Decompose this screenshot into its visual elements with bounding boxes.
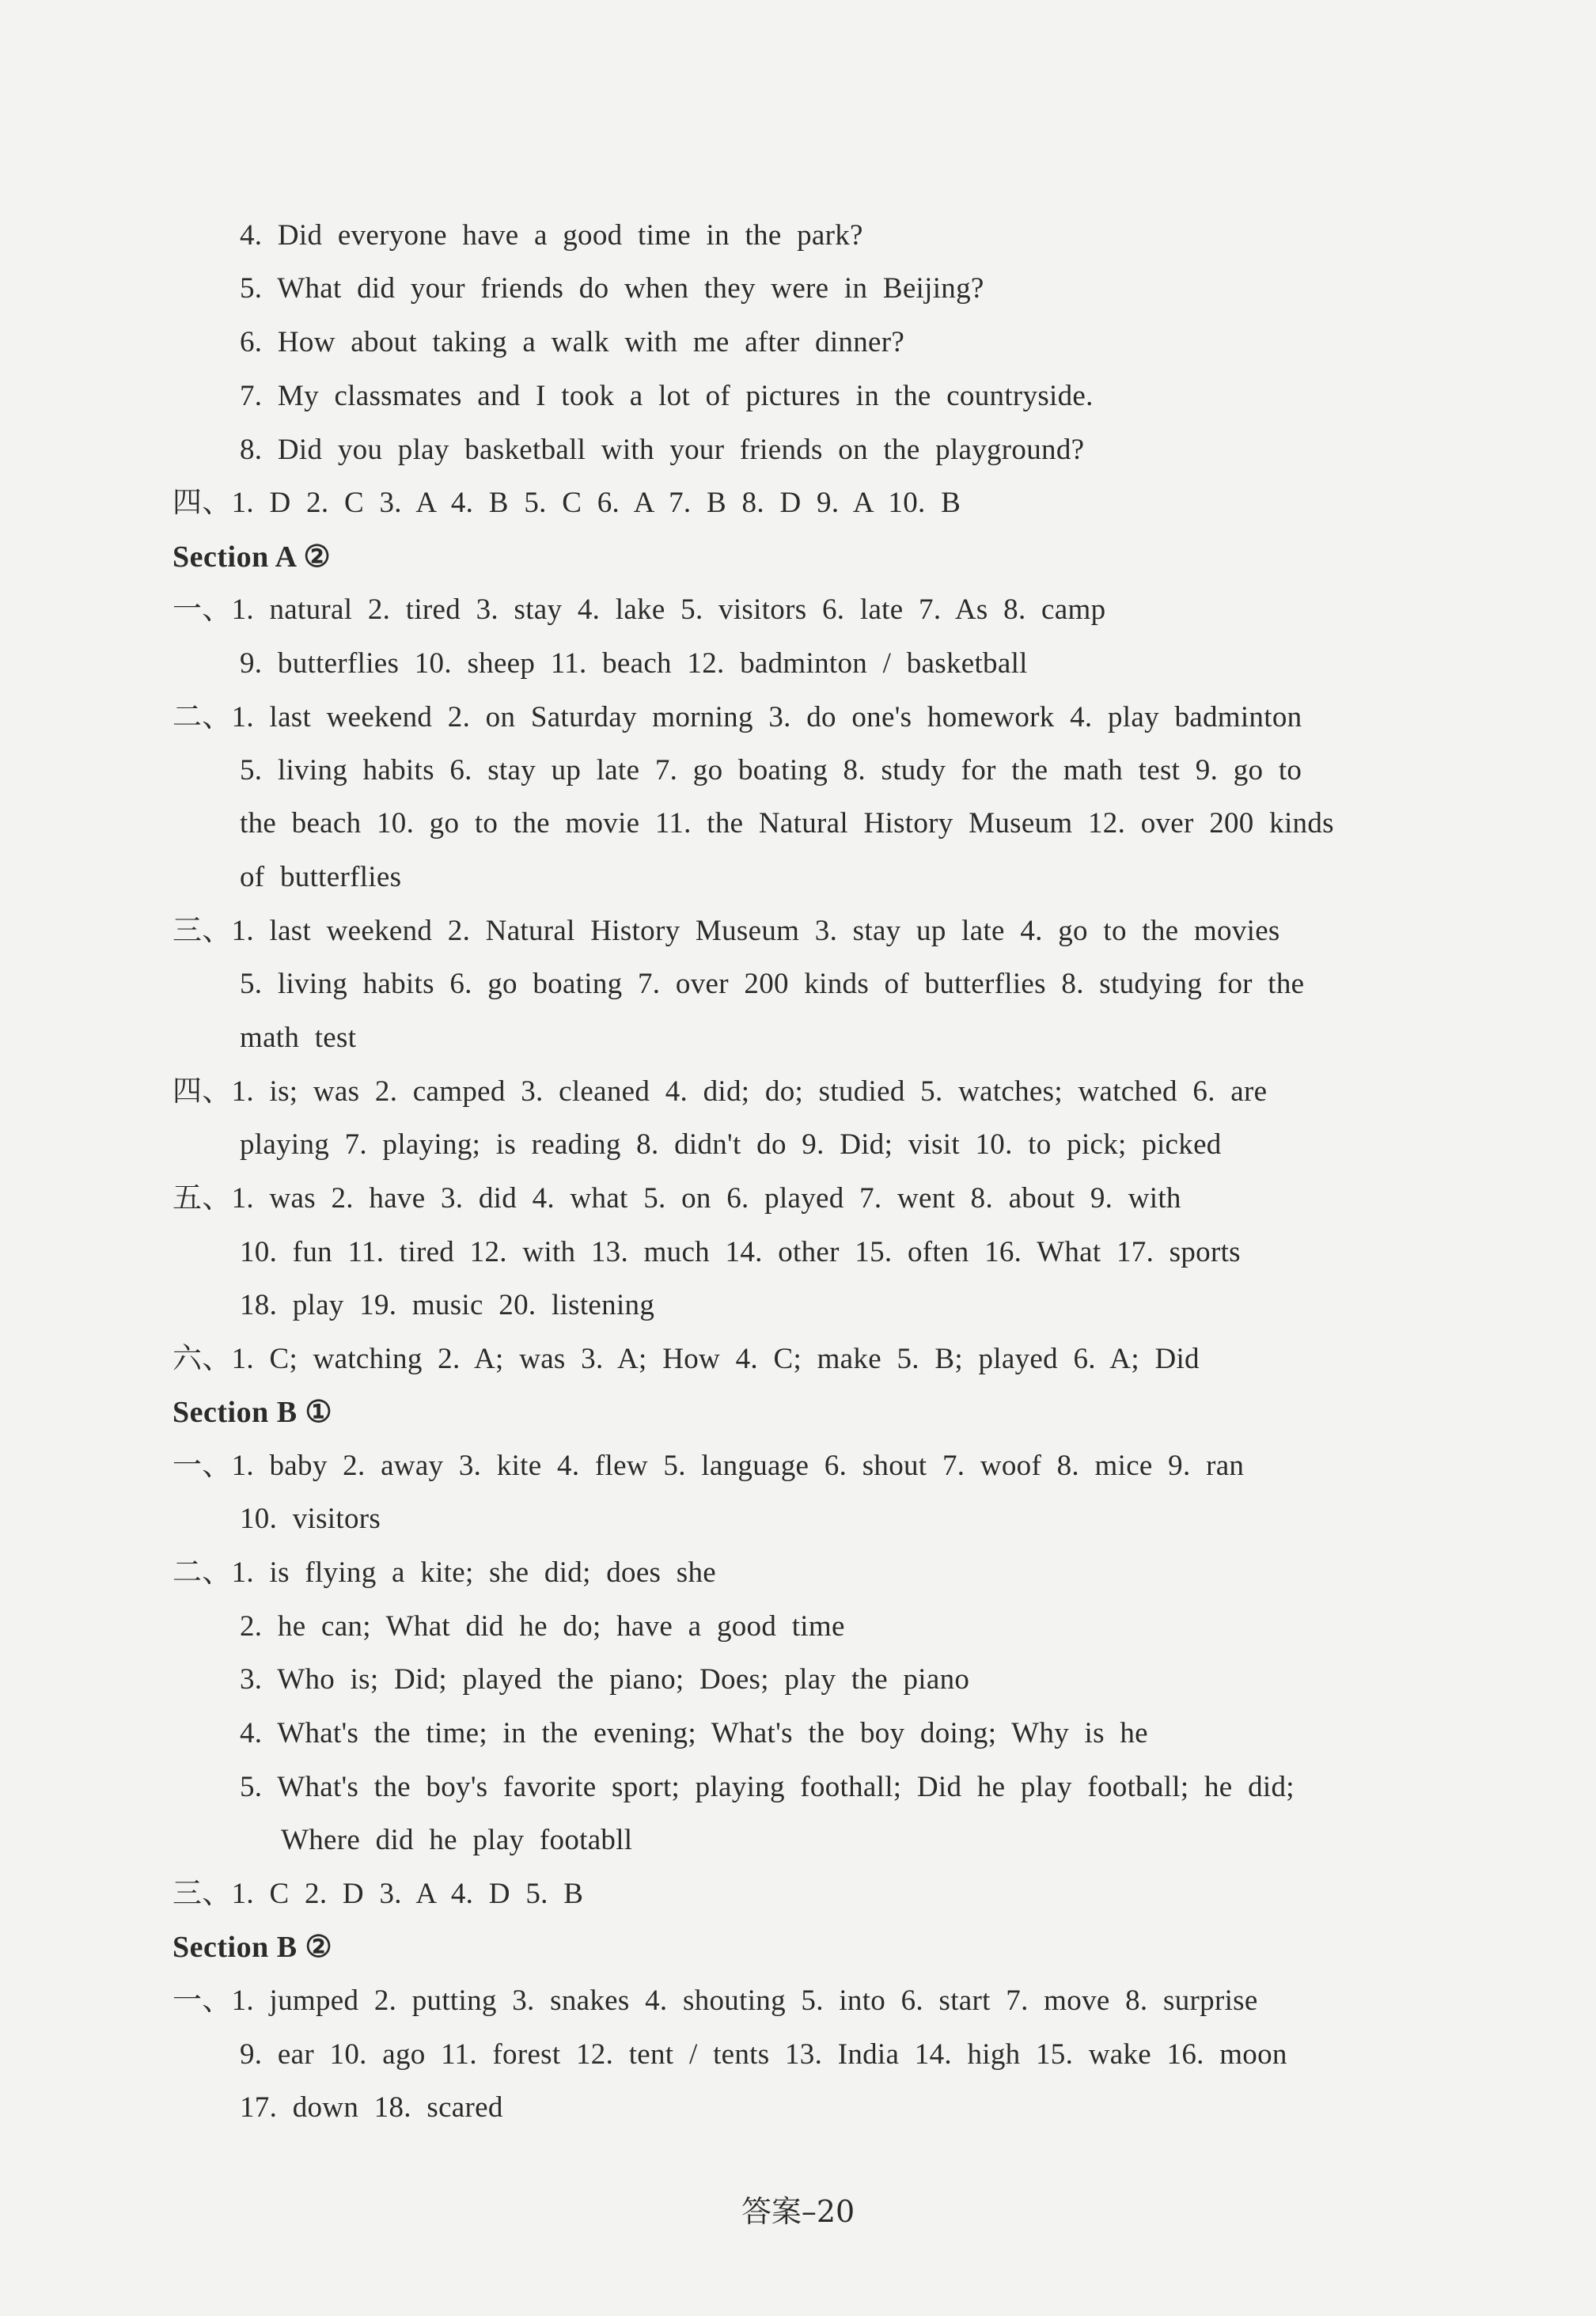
answer-line: 18. play 19. music 20. listening [240,1289,655,1321]
page-number: 答案–20 [741,2194,855,2229]
answer-line: the beach 10. go to the movie 11. the Natural History Museum 12. over 200 kinds [240,807,1334,840]
answer-line: 17. down 18. scared [240,2091,503,2124]
answer-line: playing 7. playing; is reading 8. didn't do 9. Did; visit 10. to pick; picked [240,1128,1222,1161]
section-heading-b1: Section B ① [172,1396,333,1429]
answer-line: 五、1. was 2. have 3. did 4. what 5. on 6. played 7. went 8. about 9. with [172,1182,1181,1215]
section-heading-a2: Section A ② [172,540,332,574]
answer-line: 二、1. is flying a kite; she did; does she [172,1556,717,1589]
answer-line: 三、1. last weekend 2. Natural History Museum 3. stay up late 4. go to the movies [172,915,1280,947]
answer-line: 四、1. is; was 2. camped 3. cleaned 4. did; do; studied 5. watches; watched 6. are [172,1075,1268,1108]
answer-line: 7. My classmates and I took a lot of pictures in the countryside. [240,380,1094,412]
answer-line: 一、1. jumped 2. putting 3. snakes 4. shouting 5. into 6. start 7. move 8. surprise [172,1984,1258,2017]
answer-line: 5. living habits 6. stay up late 7. go boating 8. study for the math test 9. go to [240,754,1302,787]
answer-line: 10. fun 11. tired 12. with 13. much 14. other 15. often 16. What 17. sports [240,1236,1241,1268]
answer-line: 一、1. baby 2. away 3. kite 4. flew 5. language 6. shout 7. woof 8. mice 9. ran [172,1450,1245,1482]
answer-line: 8. Did you play basketball with your friends on the playground? [240,434,1085,466]
answer-line: 5. What did your friends do when they were in Beijing? [240,272,984,305]
answer-line: 一、1. natural 2. tired 3. stay 4. lake 5. visitors 6. late 7. As 8. camp [172,593,1106,626]
answer-line: 5. What's the boy's favorite sport; playing foothall; Did he play football; he did; [240,1771,1295,1803]
answer-line: 3. Who is; Did; played the piano; Does; play the piano [240,1663,970,1696]
section-heading-b2: Section B ② [172,1931,333,1964]
answer-line: 9. butterflies 10. sheep 11. beach 12. badminton / basketball [240,647,1028,680]
answer-line: of butterflies [240,861,402,893]
answer-line: math test [240,1022,357,1054]
answer-line: 5. living habits 6. go boating 7. over 200 kinds of butterflies 8. studying for the [240,968,1305,1000]
answer-line: 9. ear 10. ago 11. forest 12. tent / tents 13. India 14. high 15. wake 16. moon [240,2038,1287,2071]
answer-line: 2. he can; What did he do; have a good time [240,1610,845,1643]
answer-line: 6. How about taking a walk with me after dinner? [240,326,905,358]
answer-line: 4. What's the time; in the evening; What's the boy doing; Why is he [240,1717,1148,1749]
answer-line: 四、1. D 2. C 3. A 4. B 5. C 6. A 7. B 8. D 9. A 10. B [172,487,961,519]
answer-line: 4. Did everyone have a good time in the park? [240,219,863,252]
answer-line: 三、1. C 2. D 3. A 4. D 5. B [172,1878,584,1910]
answer-line: 10. visitors [240,1503,381,1535]
answer-line: 六、1. C; watching 2. A; was 3. A; How 4. C; make 5. B; played 6. A; Did [172,1343,1200,1375]
answer-line: Where did he play footabll [281,1824,633,1856]
answer-line: 二、1. last weekend 2. on Saturday morning 3. do one's homework 4. play badminton [172,701,1302,733]
